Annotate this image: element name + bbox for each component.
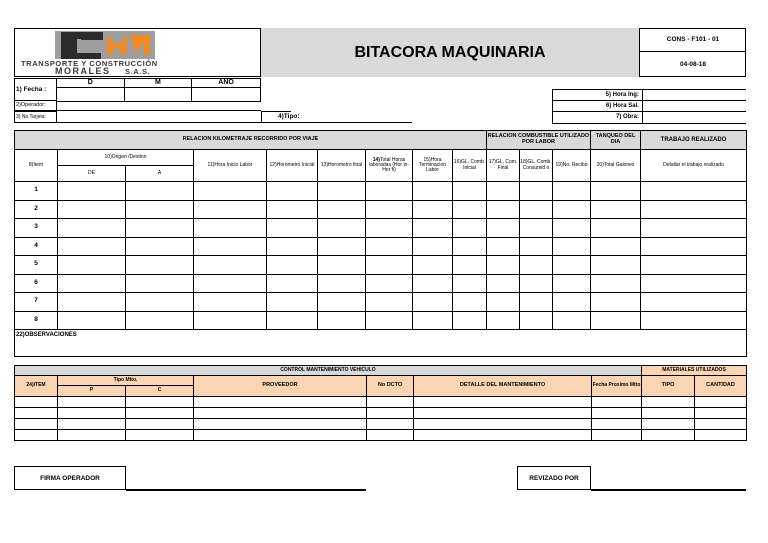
mtto-col-tipo: TIPO [642,376,695,397]
log-cell[interactable] [487,293,520,312]
col-hora-inicio: 11)Hora Inicio Labor [194,150,267,182]
maintenance-cell[interactable] [58,408,126,419]
firma-operador-label: FIRMA OPERADOR [14,466,126,490]
log-row [15,274,747,293]
log-cell[interactable] [553,311,591,330]
hora-sal-field[interactable] [642,101,746,112]
hora-ing-label: 5) Hora Ing: [553,90,643,101]
log-cell[interactable] [453,274,487,293]
document-code: CONS - F101 - 01 [640,28,746,52]
log-cell[interactable] [520,219,553,238]
log-cell[interactable] [641,200,747,219]
maintenance-cell[interactable] [695,408,747,419]
log-cell[interactable] [453,200,487,219]
maintenance-cell[interactable] [367,419,414,430]
mtto-col-tipo-mtto: Tipo Mtto. [58,376,194,386]
tipo-label: 4)Tipo: [278,113,300,120]
mtto-col-cantidad: CANTIDAD [695,376,747,397]
observaciones-label: 22)OBSERVACIONES [16,332,77,338]
log-cell[interactable] [366,311,413,330]
log-cell[interactable] [58,237,126,256]
log-cell[interactable] [413,256,453,275]
log-row [15,200,747,219]
log-cell[interactable] [58,200,126,219]
row-number: 8 [15,311,58,330]
maintenance-table [14,365,747,441]
date-month-field[interactable] [124,88,192,102]
log-cell[interactable] [126,256,194,275]
log-cell[interactable] [366,182,413,201]
log-cell[interactable] [591,237,641,256]
maintenance-cell[interactable] [15,397,58,408]
maintenance-cell[interactable] [592,430,642,441]
log-cell[interactable] [487,219,520,238]
log-row [15,219,747,238]
km-section-header: RELACION KILOMETRAJE RECORRIDO POR VIAJE [15,131,487,150]
log-cell[interactable] [366,293,413,312]
operador-label: 2)Operador: [16,102,46,108]
log-cell[interactable] [520,182,553,201]
maintenance-cell[interactable] [126,408,194,419]
log-cell[interactable] [318,293,366,312]
logo-text-line2: MORALES [55,66,111,76]
maintenance-cell[interactable] [194,397,367,408]
log-cell[interactable] [520,293,553,312]
log-cell[interactable] [58,182,126,201]
maintenance-cell[interactable] [58,419,126,430]
date-day-field[interactable] [57,88,125,102]
maintenance-cell[interactable] [194,408,367,419]
document-date: 04-08-18 [679,61,707,68]
log-cell[interactable] [487,237,520,256]
maintenance-cell[interactable] [367,430,414,441]
log-cell[interactable] [453,293,487,312]
log-cell[interactable] [520,311,553,330]
log-cell[interactable] [591,274,641,293]
log-cell[interactable] [267,219,318,238]
log-cell[interactable] [453,219,487,238]
mtto-col-item: 24)ITEM [15,376,58,397]
log-cell[interactable] [413,311,453,330]
obra-label: 7) Obra: [553,112,643,124]
company-logo [15,29,260,76]
logo-text-line1: TRANSPORTE Y CONSTRUCCIÓN [21,59,158,68]
log-cell[interactable] [591,182,641,201]
log-cell[interactable] [318,237,366,256]
maintenance-cell[interactable] [126,397,194,408]
date-table [56,78,261,102]
tipo-field[interactable] [291,122,412,123]
log-cell[interactable] [318,182,366,201]
log-cell[interactable] [453,182,487,201]
log-cell[interactable] [126,237,194,256]
log-cell[interactable] [194,256,267,275]
log-cell[interactable] [591,311,641,330]
col-gl-comb-consumido: 18)GL. Comb. Consumid o [520,150,553,182]
log-cell[interactable] [413,293,453,312]
log-row [15,293,747,312]
log-cell[interactable] [520,237,553,256]
log-cell[interactable] [641,256,747,275]
log-cell[interactable] [58,256,126,275]
combustible-section-header: RELACION COMBUSTIBLE UTILIZADO POR LABOR [487,131,591,150]
log-cell[interactable] [641,182,747,201]
log-cell[interactable] [366,237,413,256]
mtto-col-c: C [126,386,194,397]
col-total-galones: 20)Total Galones [591,150,641,182]
log-cell[interactable] [487,200,520,219]
hora-ing-field[interactable] [642,90,746,101]
log-row [15,237,747,256]
log-cell[interactable] [520,256,553,275]
log-cell[interactable] [520,274,553,293]
maintenance-cell[interactable] [592,397,642,408]
log-cell[interactable] [591,256,641,275]
log-cell[interactable] [487,274,520,293]
col-total-horas [366,150,413,182]
maintenance-cell[interactable] [642,397,695,408]
maintenance-cell[interactable] [642,408,695,419]
log-cell[interactable] [453,256,487,275]
row-number: 5 [15,256,58,275]
maintenance-cell[interactable] [15,419,58,430]
maintenance-cell[interactable] [414,430,592,441]
log-cell[interactable] [318,256,366,275]
date-col-year: AÑO [192,79,261,88]
maintenance-row [15,430,747,441]
log-cell[interactable] [591,293,641,312]
col-total-horas-num: 14) [372,156,380,163]
row-number: 7 [15,293,58,312]
log-cell[interactable] [194,219,267,238]
maintenance-cell[interactable] [414,397,592,408]
log-cell[interactable] [194,200,267,219]
log-cell[interactable] [366,219,413,238]
obra-field[interactable] [642,112,746,124]
col-detallar: Detallar el trabajo realizado [641,150,747,182]
log-cell[interactable] [126,274,194,293]
log-cell[interactable] [58,293,126,312]
maintenance-cell[interactable] [695,397,747,408]
log-cell[interactable] [267,293,318,312]
tarjeta-label: 3) No Tarjeta: [16,114,46,120]
log-cell[interactable] [413,182,453,201]
operador-field[interactable] [57,110,261,111]
date-year-field[interactable] [192,88,261,102]
maintenance-cell[interactable] [367,397,414,408]
maintenance-row [15,397,747,408]
log-cell[interactable] [591,200,641,219]
log-cell[interactable] [553,200,591,219]
date-col-day: D [57,79,125,88]
mtto-col-detalle: DETALLE DEL MANTENIMIENTO [414,376,592,397]
col-gl-comb-inicial: 16)GL. Comb. Inicial [453,150,487,182]
maintenance-cell[interactable] [642,430,695,441]
log-cell[interactable] [194,311,267,330]
maintenance-control-header: CONTROL MANTENIMIENTO VEHICULO [15,366,642,376]
log-cell[interactable] [58,311,126,330]
col-gl-com-final: 17)GL. Com. Final [487,150,520,182]
log-cell[interactable] [58,274,126,293]
col-de: DE [58,166,126,182]
log-row [15,182,747,201]
log-cell[interactable] [413,237,453,256]
col-no-recibo: 19)No. Recibo [553,150,591,182]
logo-text-sas: S.A.S. [125,67,151,76]
maintenance-cell[interactable] [695,419,747,430]
log-cell[interactable] [318,274,366,293]
maintenance-cell[interactable] [126,430,194,441]
log-cell[interactable] [487,256,520,275]
log-cell[interactable] [487,182,520,201]
log-cell[interactable] [413,200,453,219]
maintenance-cell[interactable] [414,408,592,419]
log-cell[interactable] [126,200,194,219]
log-cell[interactable] [126,182,194,201]
log-row [15,311,747,330]
log-cell[interactable] [591,219,641,238]
row-number: 6 [15,274,58,293]
maintenance-cell[interactable] [58,430,126,441]
log-cell[interactable] [553,293,591,312]
log-cell[interactable] [553,237,591,256]
maintenance-row [15,408,747,419]
log-cell[interactable] [641,219,747,238]
mtto-col-p: P [58,386,126,397]
mtto-col-proveedor: PROVEEDOR [194,376,367,397]
row-number: 1 [15,182,58,201]
log-cell[interactable] [126,219,194,238]
maintenance-cell[interactable] [15,408,58,419]
log-cell[interactable] [413,219,453,238]
log-cell[interactable] [318,200,366,219]
log-cell[interactable] [194,237,267,256]
revizado-por-line[interactable] [591,489,746,491]
log-cell[interactable] [553,182,591,201]
tanqueo-section-header: TANQUEO DEL DIA [591,131,641,150]
fecha-label: 1) Fecha : [16,86,47,93]
log-cell[interactable] [487,311,520,330]
maintenance-cell[interactable] [592,419,642,430]
log-cell[interactable] [267,182,318,201]
maintenance-cell[interactable] [592,408,642,419]
mtto-col-no-dcto: No DCTO [367,376,414,397]
log-cell[interactable] [58,219,126,238]
log-cell[interactable] [641,311,747,330]
materiales-header: MATERIALES UTILIZADOS [642,366,747,376]
maintenance-cell[interactable] [194,430,367,441]
date-col-month: M [124,79,192,88]
log-cell[interactable] [553,256,591,275]
row-number: 2 [15,200,58,219]
log-cell[interactable] [126,293,194,312]
mtto-col-fecha-proximo: Fecha Proximo Mtto [592,376,642,397]
log-cell[interactable] [267,256,318,275]
log-cell[interactable] [413,274,453,293]
col-total-horas-text: Total Horas laboradas (Hor in- Hor fi) [368,156,410,174]
hora-sal-label: 6) Hora Sal. [553,101,643,112]
firma-operador-line[interactable] [126,489,366,491]
log-cell[interactable] [453,237,487,256]
row-number: 4 [15,237,58,256]
log-cell[interactable] [126,311,194,330]
maintenance-cell[interactable] [367,408,414,419]
log-cell[interactable] [641,293,747,312]
log-cell[interactable] [267,311,318,330]
log-cell[interactable] [366,274,413,293]
log-row [15,256,747,275]
revizado-por-label: REVIZADO POR [517,466,591,490]
log-cell[interactable] [267,274,318,293]
maintenance-cell[interactable] [126,419,194,430]
maintenance-cell[interactable] [414,419,592,430]
log-cell[interactable] [553,274,591,293]
maintenance-cell[interactable] [194,419,367,430]
col-hora-terminacion: 15)Hora Terminacion Labor [413,150,453,182]
maintenance-row [15,419,747,430]
log-cell[interactable] [318,311,366,330]
log-cell[interactable] [453,311,487,330]
log-cell[interactable] [366,200,413,219]
log-cell[interactable] [520,200,553,219]
log-cell[interactable] [194,274,267,293]
trabajo-section-header: TRABAJO REALIZADO [641,131,747,150]
log-cell[interactable] [267,237,318,256]
log-cell[interactable] [267,200,318,219]
observaciones-cell[interactable] [15,330,747,357]
maintenance-cell[interactable] [58,397,126,408]
row-number: 3 [15,219,58,238]
log-cell[interactable] [366,256,413,275]
maintenance-cell[interactable] [695,430,747,441]
log-cell[interactable] [553,219,591,238]
log-cell[interactable] [194,293,267,312]
maintenance-cell[interactable] [15,430,58,441]
log-cell[interactable] [641,237,747,256]
hours-table [552,89,746,124]
log-cell[interactable] [641,274,747,293]
col-a: A [126,166,194,182]
log-cell[interactable] [194,182,267,201]
tarjeta-field[interactable] [57,122,261,123]
col-horometro-inicial: 12)Horometro Inicial [267,150,318,182]
log-cell[interactable] [318,219,366,238]
col-horometro-final: 13)Horometro final [318,150,366,182]
maintenance-cell[interactable] [642,419,695,430]
main-log-table [14,130,747,357]
document-title: BITACORA MAQUINARIA [260,28,640,77]
col-item: 8)Item [15,150,58,182]
col-origen-destino: 10)Origen /Destino [58,150,194,166]
